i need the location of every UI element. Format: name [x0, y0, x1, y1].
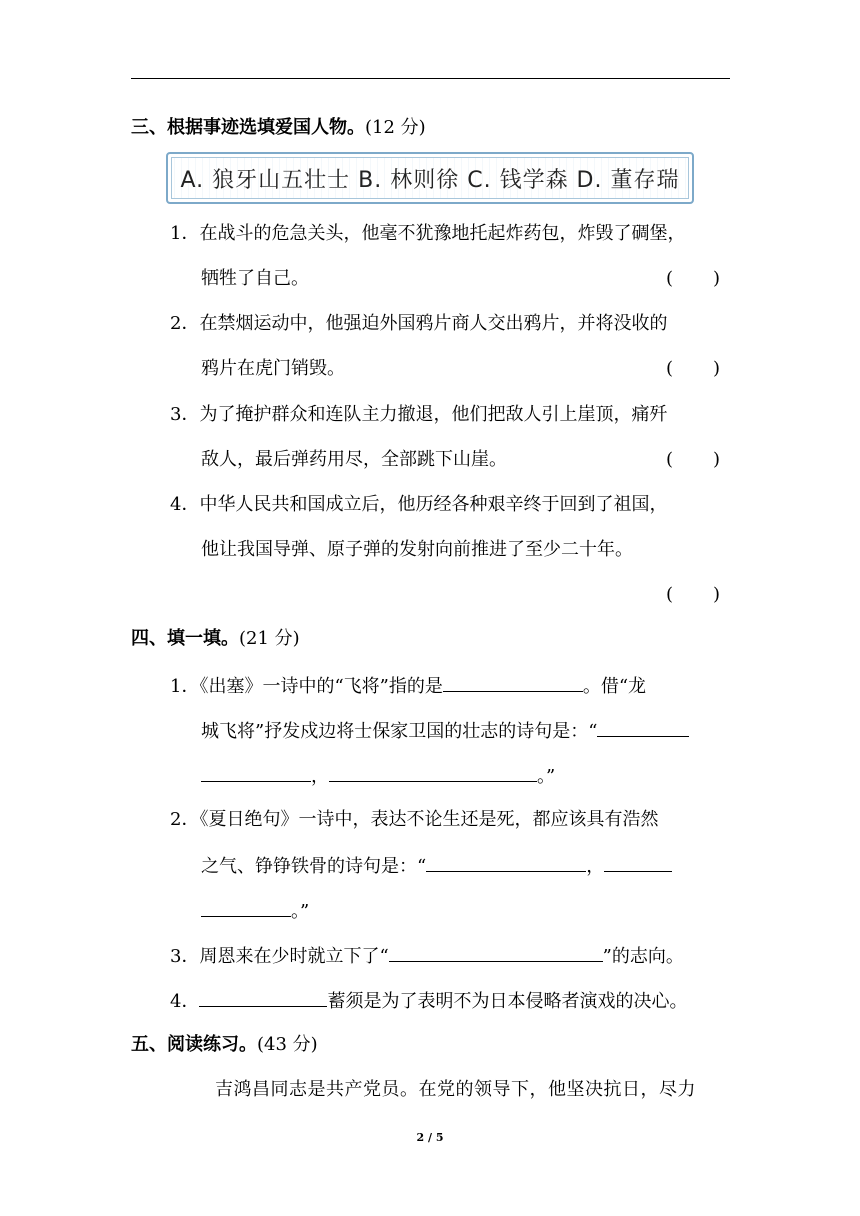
- answer-blank[interactable]: [443, 673, 583, 692]
- q4-1-line1: [170, 673, 646, 699]
- q3-1-line1: 1．在战斗的危急关头，他毫不犹豫地托起炸药包，炸毁了碉堡，: [170, 223, 686, 244]
- q4-2-text-c: ，: [586, 856, 605, 877]
- paren-open: (: [666, 268, 674, 289]
- answer-blank[interactable]: [201, 898, 291, 917]
- paren-open: (: [666, 449, 674, 470]
- q4-1-text-e: 。”: [537, 766, 556, 787]
- answer-paren-2[interactable]: [666, 357, 720, 381]
- q4-3-text-b: ”的志向。: [602, 946, 684, 967]
- q4-1-text-a: 1．《出塞》一诗中的“飞将”指的是: [170, 676, 443, 697]
- answer-blank[interactable]: [426, 853, 586, 872]
- q3-2-line1: 2．在禁烟运动中，他强迫外国鸦片商人交出鸦片，并将没收的: [170, 313, 668, 334]
- paren-close: ): [712, 268, 720, 289]
- q4-1-text-b: 。借“龙: [582, 676, 647, 697]
- q4-4-text-a: 4．: [170, 991, 200, 1012]
- section5-title: 五、阅读练习。: [131, 1034, 257, 1055]
- section4-heading: [131, 627, 300, 651]
- q4-1-text-d: ，: [311, 766, 329, 787]
- page-number: 2 / 5: [416, 1131, 444, 1144]
- q3-3-line1: 3．为了掩护群众和连队主力撤退，他们把敌人引上崖顶，痛歼: [170, 404, 668, 425]
- paren-close: ): [712, 449, 720, 470]
- section5-heading: [131, 1033, 318, 1057]
- section5-score: (43 分): [257, 1034, 318, 1055]
- answer-paren-3[interactable]: [666, 448, 720, 472]
- q4-2-text-d: 。”: [291, 901, 310, 922]
- answer-blank[interactable]: [597, 718, 689, 737]
- answer-blank[interactable]: [329, 763, 537, 782]
- q4-4-text-b: 蓄须是为了表明不为日本侵略者演戏的决心。: [327, 991, 688, 1012]
- section4-score: (21 分): [239, 628, 300, 649]
- q4-3-text-a: 3．周恩来在少时就立下了“: [170, 946, 389, 967]
- answer-blank[interactable]: [389, 943, 603, 962]
- q3-1-line2: 牺牲了自己。: [201, 268, 309, 289]
- section3-title: 三、根据事迹选填爱国人物。: [131, 117, 365, 138]
- section3-heading: [131, 116, 426, 140]
- q4-2-line1: 2．《夏日绝句》一诗中，表达不论生还是死，都应该具有浩然: [170, 809, 659, 830]
- answer-blank[interactable]: [201, 763, 311, 782]
- paren-open: (: [666, 584, 674, 605]
- answer-blank[interactable]: [199, 988, 327, 1007]
- q4-3-line1: [170, 943, 684, 969]
- q3-3-line2: 敌人，最后弹药用尽，全部跳下山崖。: [201, 449, 507, 470]
- answer-blank[interactable]: [604, 853, 672, 872]
- passage-line1: 吉鸿昌同志是共产党员。在党的领导下，他坚决抗日，尽力: [215, 1079, 696, 1100]
- q4-1-line2: [201, 718, 689, 744]
- section3-score: (12 分): [365, 117, 426, 138]
- q4-1-line3: [201, 763, 555, 789]
- paren-close: ): [712, 358, 720, 379]
- header-rule: [131, 78, 730, 79]
- section4-title: 四、填一填。: [131, 628, 239, 649]
- q4-2-line3: [201, 898, 309, 924]
- q4-1-text-c: 城飞将”抒发戍边将士保家卫国的壮志的诗句是：“: [201, 721, 598, 742]
- q4-4-line1: [170, 988, 687, 1014]
- options-box: [166, 152, 694, 204]
- q3-4-line1: 4．中华人民共和国成立后，他历经各种艰辛终于回到了祖国，: [170, 494, 668, 515]
- q3-2-line2: 鸦片在虎门销毁。: [201, 358, 345, 379]
- answer-paren-1[interactable]: [666, 267, 720, 291]
- answer-paren-4[interactable]: [666, 583, 720, 607]
- q3-4-line2: 他让我国导弹、原子弹的发射向前推进了至少二十年。: [201, 539, 633, 560]
- paren-close: ): [712, 584, 720, 605]
- q4-2-line2: [201, 853, 672, 879]
- q4-2-text-b: 之气、铮铮铁骨的诗句是：“: [201, 856, 427, 877]
- options-text: A. 狼牙山五壮士 B. 林则徐 C. 钱学森 D. 董存瑞: [180, 167, 680, 193]
- paren-open: (: [666, 358, 674, 379]
